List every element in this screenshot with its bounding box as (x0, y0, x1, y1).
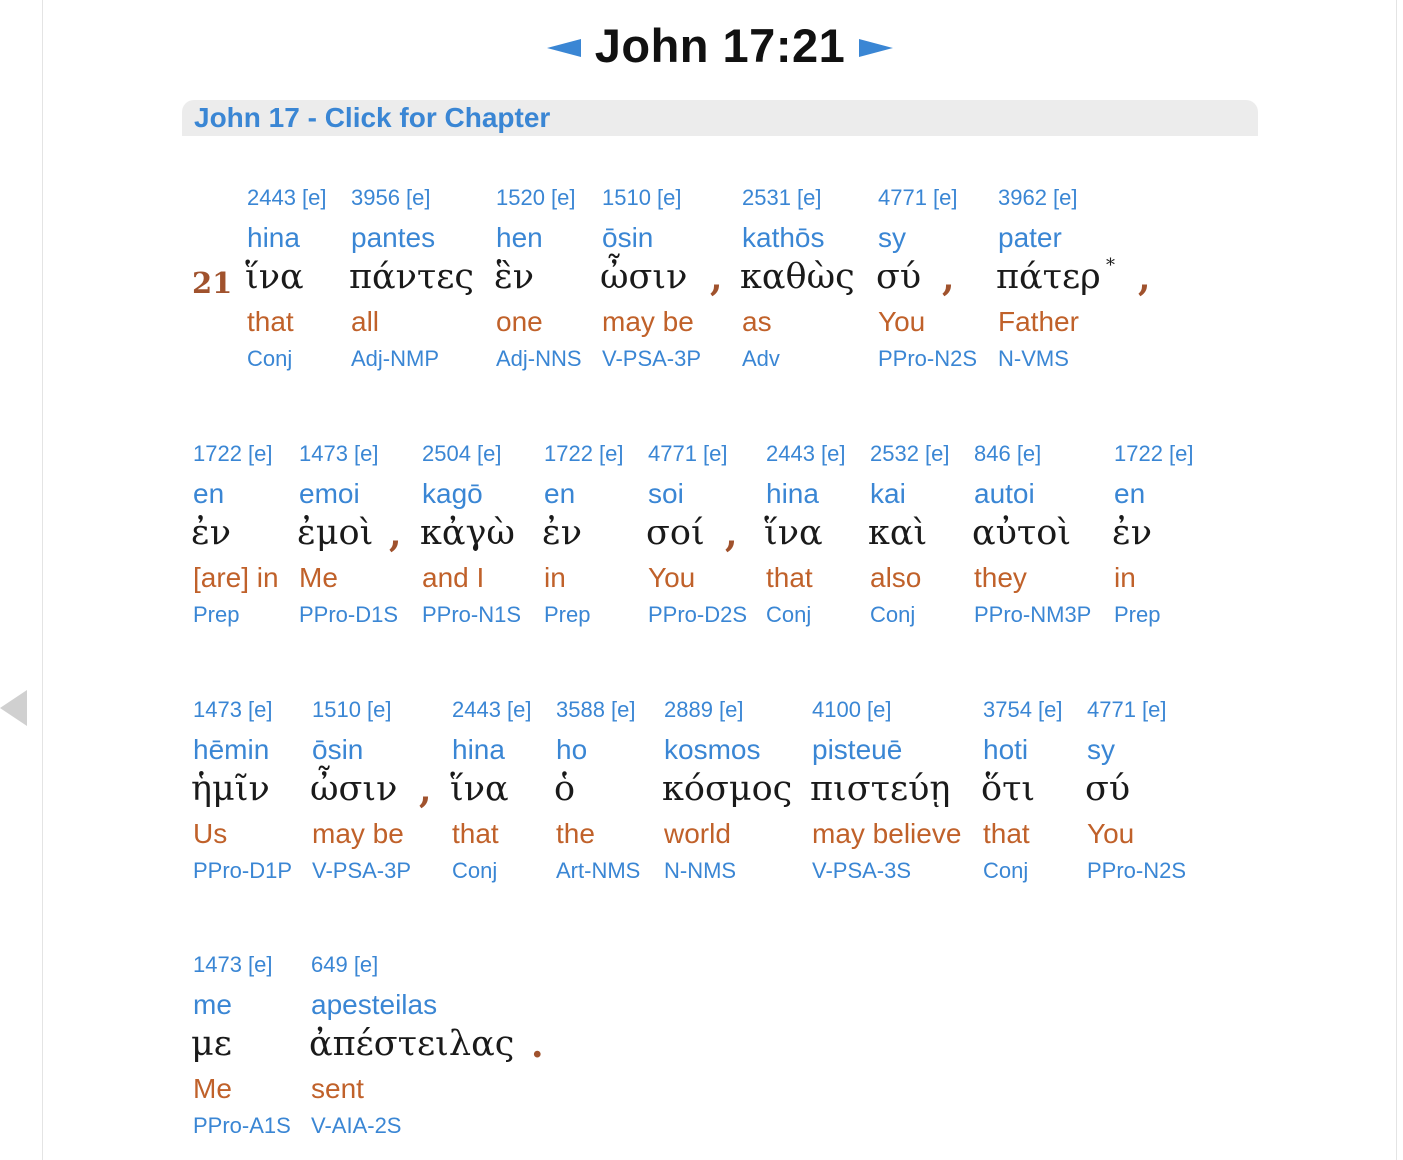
word-morph[interactable]: PPro-D2S (648, 602, 748, 627)
word-strong[interactable]: 1722 [e] (193, 441, 273, 466)
word-translit[interactable]: hoti (983, 734, 1029, 765)
word-morph[interactable]: N-NMS (664, 858, 737, 883)
word-strong[interactable]: 2532 [e] (870, 441, 950, 466)
word-translit[interactable]: en (544, 478, 576, 509)
word-gloss: as (742, 306, 772, 337)
word-morph[interactable]: Adv (742, 346, 780, 371)
word-gloss: world (664, 818, 731, 849)
chapter-link[interactable]: John 17 - Click for Chapter (194, 102, 551, 133)
word-gloss: You (1087, 818, 1135, 849)
punctuation-mark: , (389, 513, 402, 555)
word-translit[interactable]: ōsin (312, 734, 364, 765)
word-strong[interactable]: 1473 [e] (193, 952, 273, 977)
word-strong[interactable]: 1510 [e] (602, 185, 682, 210)
word-gloss: and I (422, 562, 485, 593)
next-verse-arrow-icon[interactable] (859, 39, 893, 57)
word-strong[interactable]: 846 [e] (974, 441, 1042, 466)
word-strong[interactable]: 4771 [e] (878, 185, 958, 210)
word-greek[interactable]: ὦσιν (600, 257, 688, 297)
word-greek[interactable]: ἐν (191, 513, 232, 553)
word-morph[interactable]: Adj-NMP (351, 346, 440, 371)
word-morph[interactable]: PPro-A1S (193, 1113, 291, 1138)
word-strong[interactable]: 1473 [e] (299, 441, 379, 466)
word-greek[interactable]: ἀπέστειλας (309, 1024, 515, 1064)
word-gloss: in (544, 562, 566, 593)
punctuation-mark: , (1138, 257, 1151, 299)
word-greek[interactable]: πάτερ (996, 257, 1101, 297)
word-greek[interactable]: πάντες (349, 257, 475, 297)
word-strong[interactable]: 1722 [e] (544, 441, 624, 466)
word-gloss: Father (998, 306, 1079, 337)
word-translit[interactable]: sy (878, 222, 906, 253)
punctuation-mark: , (942, 257, 955, 299)
verse-number: 21 (192, 266, 233, 300)
page-border-right (1396, 0, 1397, 1160)
word-morph[interactable]: PPro-N2S (1087, 858, 1187, 883)
word-greek[interactable]: ἐν (1112, 513, 1153, 553)
word-gloss: that (766, 562, 813, 593)
word-greek[interactable]: ἵνα (245, 257, 304, 297)
word-gloss: also (870, 562, 922, 593)
word-morph[interactable]: N-VMS (998, 346, 1069, 371)
word-greek[interactable]: πιστεύῃ (810, 769, 951, 809)
greek-textual-note-marker: * (1106, 255, 1115, 276)
word-translit[interactable]: ōsin (602, 222, 654, 253)
word-gloss: that (983, 818, 1030, 849)
word-translit[interactable]: kagō (422, 478, 483, 509)
word-strong[interactable]: 1722 [e] (1114, 441, 1194, 466)
word-translit[interactable]: hina (452, 734, 505, 765)
word-greek[interactable]: ἐν (542, 513, 583, 553)
word-greek[interactable]: σύ (876, 257, 922, 297)
word-strong[interactable]: 3588 [e] (556, 697, 636, 722)
word-translit[interactable]: hina (247, 222, 300, 253)
word-strong[interactable]: 1510 [e] (312, 697, 392, 722)
word-translit[interactable]: sy (1087, 734, 1115, 765)
word-translit[interactable]: hēmin (193, 734, 270, 765)
word-greek[interactable]: ἵνα (764, 513, 823, 553)
word-greek[interactable]: ἡμῖν (191, 769, 270, 809)
word-strong[interactable]: 2504 [e] (422, 441, 502, 466)
word-strong[interactable]: 1473 [e] (193, 697, 273, 722)
word-greek[interactable]: σύ (1085, 769, 1131, 809)
previous-page-arrow-icon[interactable] (0, 690, 27, 726)
word-greek[interactable]: ὦσιν (310, 769, 398, 809)
word-greek[interactable]: σοί (646, 513, 705, 553)
verse-title: John 17:21 (594, 19, 846, 72)
word-translit[interactable]: pantes (351, 222, 436, 253)
chapter-bar[interactable] (182, 100, 1258, 136)
word-morph[interactable]: Adj-NNS (496, 346, 582, 371)
word-translit[interactable]: kathōs (742, 222, 825, 253)
word-greek[interactable]: καὶ (868, 513, 928, 553)
verse-header (0, 18, 1403, 73)
word-gloss: may be (602, 306, 694, 337)
punctuation-mark: , (419, 769, 432, 811)
word-morph[interactable]: PPro-N2S (878, 346, 978, 371)
word-greek[interactable]: αὐτοὶ (972, 513, 1072, 553)
word-translit[interactable]: kosmos (664, 734, 761, 765)
punctuation-mark: , (725, 513, 738, 555)
word-morph[interactable]: Art-NMS (556, 858, 641, 883)
word-morph[interactable]: V-AIA-2S (311, 1113, 402, 1138)
word-translit[interactable]: kai (870, 478, 906, 509)
word-strong[interactable]: 2889 [e] (664, 697, 744, 722)
word-strong[interactable]: 1520 [e] (496, 185, 576, 210)
word-gloss: that (452, 818, 499, 849)
word-strong[interactable]: 2443 [e] (247, 185, 327, 210)
word-morph[interactable]: V-PSA-3P (312, 858, 412, 883)
word-gloss: Me (299, 562, 338, 593)
word-strong[interactable]: 4100 [e] (812, 697, 892, 722)
word-morph[interactable]: PPro-D1S (299, 602, 399, 627)
word-gloss: in (1114, 562, 1136, 593)
word-greek[interactable]: ἓν (494, 257, 535, 297)
word-greek[interactable]: με (191, 1024, 232, 1064)
word-morph[interactable]: Conj (452, 858, 498, 883)
word-strong[interactable]: 4771 [e] (648, 441, 728, 466)
word-gloss: they (974, 562, 1027, 593)
word-translit[interactable]: pisteuē (812, 734, 903, 765)
previous-verse-arrow-icon[interactable] (547, 39, 581, 57)
word-strong[interactable]: 2443 [e] (766, 441, 846, 466)
word-strong[interactable]: 649 [e] (311, 952, 379, 977)
word-morph[interactable]: Conj (983, 858, 1029, 883)
word-translit[interactable]: en (1114, 478, 1146, 509)
word-translit[interactable]: apesteilas (311, 989, 438, 1020)
word-morph[interactable]: Prep (1114, 602, 1161, 627)
word-gloss: one (496, 306, 543, 337)
word-morph[interactable]: Prep (193, 602, 240, 627)
word-translit[interactable]: pater (998, 222, 1062, 253)
word-greek[interactable]: ἵνα (450, 769, 509, 809)
word-strong[interactable]: 4771 [e] (1087, 697, 1167, 722)
word-greek[interactable]: ὅτι (981, 769, 1036, 809)
word-gloss: may believe (812, 818, 962, 849)
word-morph[interactable]: PPro-D1P (193, 858, 293, 883)
punctuation-mark: . (531, 1024, 544, 1066)
word-morph[interactable]: Prep (544, 602, 591, 627)
word-greek[interactable]: κἀγὼ (420, 513, 515, 553)
word-greek[interactable]: ἐμοὶ (297, 513, 374, 553)
word-morph[interactable]: Conj (766, 602, 812, 627)
word-gloss: sent (311, 1073, 364, 1104)
word-translit[interactable]: emoi (299, 478, 360, 509)
word-translit[interactable]: me (193, 989, 232, 1020)
word-strong[interactable]: 2531 [e] (742, 185, 822, 210)
word-translit[interactable]: hina (766, 478, 819, 509)
word-strong[interactable]: 3754 [e] (983, 697, 1063, 722)
word-morph[interactable]: Conj (870, 602, 916, 627)
word-translit[interactable]: autoi (974, 478, 1035, 509)
word-gloss: the (556, 818, 595, 849)
word-gloss: Me (193, 1073, 232, 1104)
word-greek[interactable]: καθὼς (740, 257, 855, 297)
word-gloss: You (648, 562, 696, 593)
word-strong[interactable]: 3962 [e] (998, 185, 1078, 210)
word-morph[interactable]: V-PSA-3S (812, 858, 912, 883)
word-morph[interactable]: PPro-NM3P (974, 602, 1092, 627)
word-gloss: Us (193, 818, 228, 849)
word-morph[interactable]: PPro-N1S (422, 602, 522, 627)
word-gloss: may be (312, 818, 404, 849)
word-translit[interactable]: hen (496, 222, 543, 253)
word-gloss: all (351, 306, 380, 337)
word-translit[interactable]: ho (556, 734, 588, 765)
punctuation-mark: , (710, 257, 723, 299)
page-border-left (42, 0, 43, 1160)
word-greek[interactable]: κόσμος (662, 769, 793, 809)
word-gloss: [are] in (193, 562, 279, 593)
word-translit[interactable]: soi (648, 478, 684, 509)
word-greek[interactable]: ὁ (554, 769, 576, 809)
word-strong[interactable]: 3956 [e] (351, 185, 431, 210)
word-gloss: that (247, 306, 294, 337)
word-gloss: You (878, 306, 926, 337)
word-translit[interactable]: en (193, 478, 225, 509)
word-strong[interactable]: 2443 [e] (452, 697, 532, 722)
word-morph[interactable]: V-PSA-3P (602, 346, 702, 371)
word-morph[interactable]: Conj (247, 346, 293, 371)
